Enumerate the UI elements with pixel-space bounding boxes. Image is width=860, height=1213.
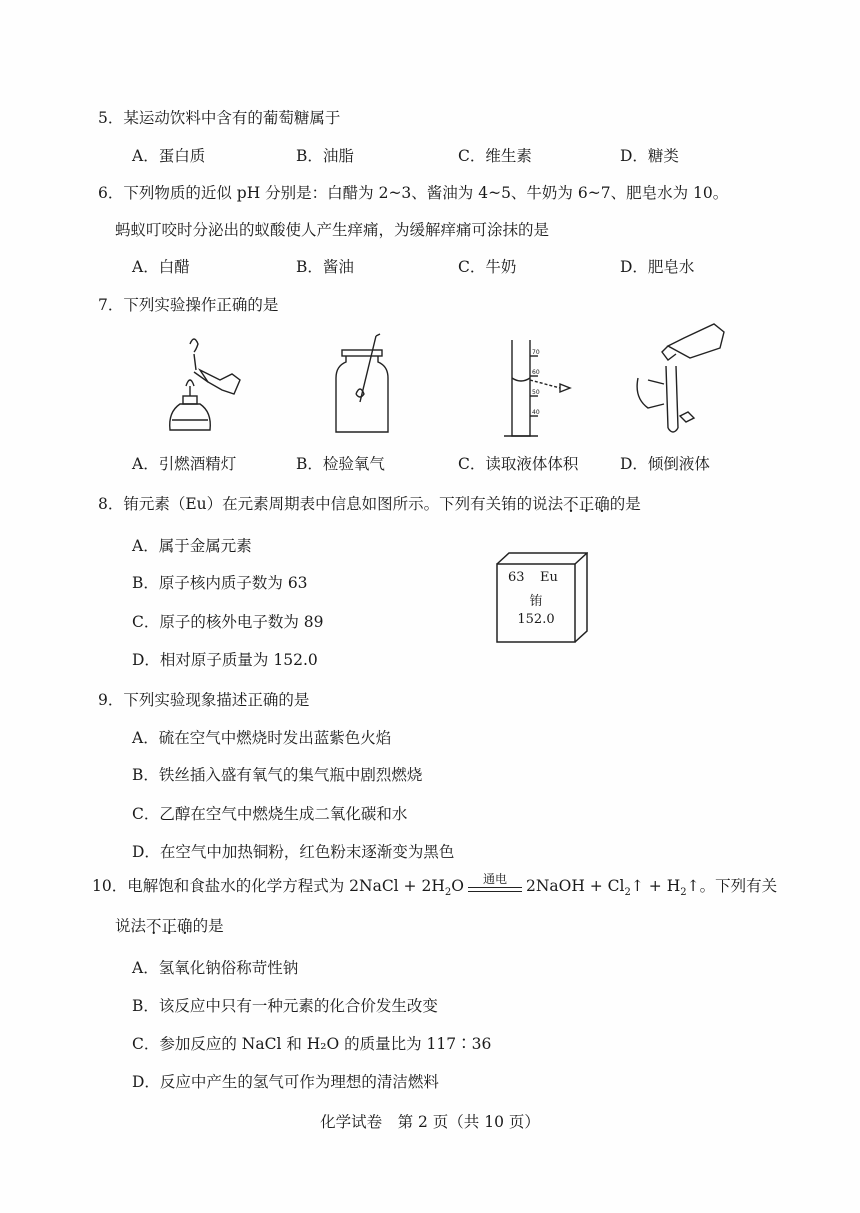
q5-option-c: C．维生素 [458,147,532,165]
q9-option-d: D．在空气中加热铜粉，红色粉末逐渐变为黑色 [132,843,455,861]
page-footer: 化学试卷 第 2 页（共 10 页） [320,1113,540,1131]
element-mass: 152.0 [517,612,555,627]
reaction-condition: 通电 [482,872,507,886]
q8-option-b: B．原子核内质子数为 63 [132,574,308,592]
q5-stem: 5．某运动饮料中含有的葡萄糖属于 [98,109,341,127]
emphasis-char: 正 [578,495,595,513]
q6-option-d: D．肥皂水 [620,258,695,276]
q10-stem-line2 [115,916,224,936]
emphasis-char: 不 [563,495,579,513]
q5-option-a: A．蛋白质 [132,147,206,165]
pouring-liquid-illustration [624,318,734,438]
q10-option-a: A．氢氧化钠俗称苛性钠 [132,959,299,977]
q10-stem-line1: 10．电解饱和食盐水的化学方程式为 2NaCl + $2H_2O$ 通电 2NaOH + $Cl_2↑$ + $H_2↑$。下列有关 [92,876,777,903]
q8-option-c: C．原子的核外电子数为 89 [132,613,324,631]
q6-option-b: B．酱油 [296,258,354,276]
element-atomic-number: 63 [508,570,525,585]
element-symbol: Eu [540,570,558,585]
graduated-cylinder-illustration [500,336,580,446]
emphasis-char: 确 [177,917,193,935]
q10-stem-tail: 。下列有关 [699,877,778,895]
q9-option-a: A．硫在空气中燃烧时发出蓝紫色火焰 [132,729,392,747]
q6-stem-line1: 6．下列物质的近似 pH 分别是：白醋为 2~3、酱油为 4~5、牛奶为 6~7、肥皂水为 10。 [98,184,729,202]
q7-option-d: D．倾倒液体 [620,455,710,473]
q9-stem: 9．下列实验现象描述正确的是 [98,691,310,709]
q5-option-b: B．油脂 [296,147,354,165]
svg-text:60: 60 [532,369,540,376]
periodic-element-card [496,552,588,644]
q10-stem-text: 10．电解饱和食盐水的化学方程式为 2NaCl + 2H [92,877,445,895]
emphasis-char: 正 [161,917,178,935]
q10-option-d: D．反应中产生的氢气可作为理想的清洁燃料 [132,1073,439,1091]
alcohol-lamp-illustration [150,330,260,440]
q7-stem: 7．下列实验操作正确的是 [98,296,279,314]
q6-option-c: C．牛奶 [458,258,517,276]
q8-stem-text: 8．铕元素（Eu）在元素周期表中信息如图所示。下列有关铕的说法 [98,495,564,513]
q10-line2-tail: 的是 [192,917,224,935]
svg-text:70: 70 [532,349,540,356]
q8-stem-tail: 的是 [609,495,641,513]
q7-option-b: B．检验氧气 [296,455,385,473]
q9-option-c: C．乙醇在空气中燃烧生成二氧化碳和水 [132,805,408,823]
svg-text:40: 40 [532,409,540,416]
svg-text:50: 50 [532,389,540,396]
q8-stem [98,494,641,514]
emphasis-char: 不 [146,917,162,935]
element-name: 铕 [529,594,543,609]
q8-option-a: A．属于金属元素 [132,537,252,555]
q7-option-c: C．读取液体体积 [458,455,579,473]
gas-bottle-illustration [330,332,410,442]
q7-option-a: A．引燃酒精灯 [132,455,237,473]
reaction-condition-arrow [468,872,522,897]
q5-option-d: D．糖类 [620,147,679,165]
q6-stem-line2: 蚂蚁叮咬时分泌出的蚁酸使人产生痒痛，为缓解痒痛可涂抹的是 [115,221,550,239]
q10-line2-text: 说法 [115,917,147,935]
q10-option-c: C．参加反应的 NaCl 和 H₂O 的质量比为 117∶36 [132,1035,492,1053]
q9-option-b: B．铁丝插入盛有氧气的集气瓶中剧烈燃烧 [132,766,423,784]
emphasis-char: 确 [594,495,610,513]
q6-option-a: A．白醋 [132,258,190,276]
q8-option-d: D．相对原子质量为 152.0 [132,651,318,669]
q10-option-b: B．该反应中只有一种元素的化合价发生改变 [132,997,438,1015]
